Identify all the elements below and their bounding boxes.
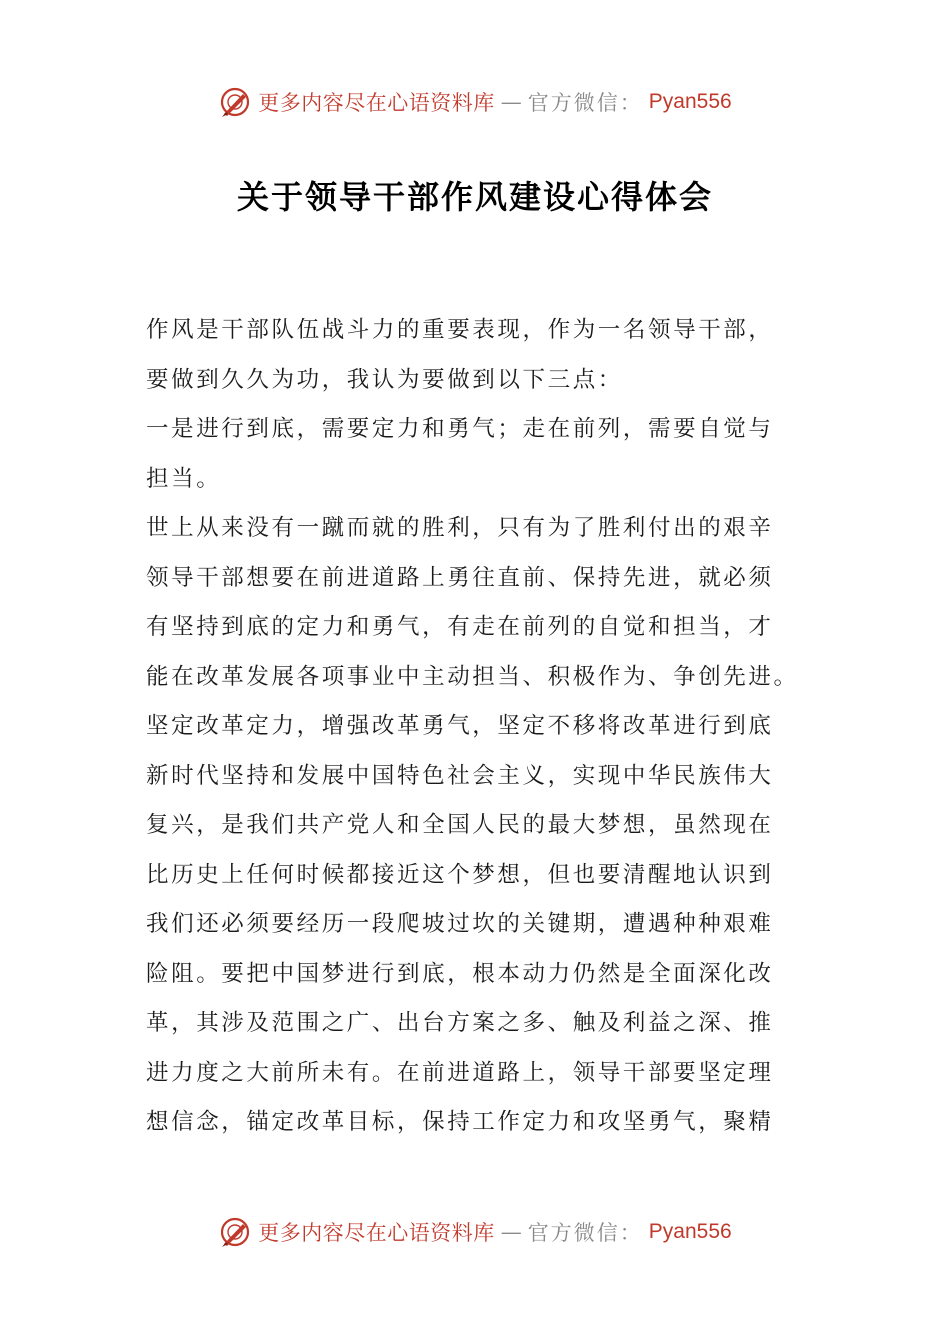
banner-wechat-label: 官方微信：: [527, 1221, 643, 1245]
body-line: 担当。: [146, 465, 222, 492]
footer-banner: [0, 1212, 950, 1252]
document-body: [146, 306, 806, 1148]
body-line: 我们还必须要经历一段爬坡过坎的关键期，遭遇种种艰难: [146, 911, 774, 937]
banner-wechat-id: Pyan556: [648, 90, 732, 113]
body-line: 险阻。要把中国梦进行到底，根本动力仍然是全面深化改: [146, 960, 774, 987]
pen-logo-icon: [218, 85, 252, 119]
body-line: 想信念，锚定改革目标，保持工作定力和攻坚勇气，聚精: [146, 1109, 774, 1135]
body-line: 坚定改革定力，增强改革勇气，坚定不移将改革进行到底: [146, 713, 774, 739]
banner-wechat-id: Pyan556: [648, 1220, 732, 1243]
body-line: 新时代坚持和发展中国特色社会主义，实现中华民族伟大: [146, 762, 774, 789]
document-title: 关于领导干部作风建设心得体会: [236, 178, 713, 216]
body-line: 比历史上任何时候都接近这个梦想，但也要清醒地认识到: [146, 861, 774, 888]
body-line: 领导干部想要在前进道路上勇往直前、保持先进，就必须: [146, 564, 774, 591]
body-line: 世上从来没有一蹴而就的胜利，只有为了胜利付出的艰辛: [146, 515, 774, 541]
body-line: 复兴，是我们共产党人和全国人民的最大梦想，虽然现在: [146, 812, 774, 838]
pen-logo-icon: [218, 1215, 252, 1249]
body-line: 进力度之大前所未有。在前进道路上，领导干部要坚定理: [146, 1059, 774, 1086]
header-banner: [0, 82, 950, 122]
body-line: 一是进行到底，需要定力和勇气；走在前列，需要自觉与: [146, 416, 774, 442]
banner-dash: —: [500, 90, 522, 114]
body-line: 能在改革发展各项事业中主动担当、积极作为、争创先进。: [146, 663, 799, 690]
banner-main-text: 更多内容尽在心语资料库: [258, 1221, 495, 1245]
body-line: 作风是干部队伍战斗力的重要表现，作为一名领导干部，: [146, 317, 774, 343]
body-line: 革，其涉及范围之广、出台方案之多、触及利益之深、推: [146, 1010, 774, 1036]
body-line: 有坚持到底的定力和勇气，有走在前列的自觉和担当，才: [146, 614, 774, 640]
banner-dash: —: [500, 1220, 522, 1244]
banner-wechat-label: 官方微信：: [527, 91, 643, 115]
body-line: 要做到久久为功，我认为要做到以下三点：: [146, 366, 623, 393]
banner-main-text: 更多内容尽在心语资料库: [258, 91, 495, 115]
